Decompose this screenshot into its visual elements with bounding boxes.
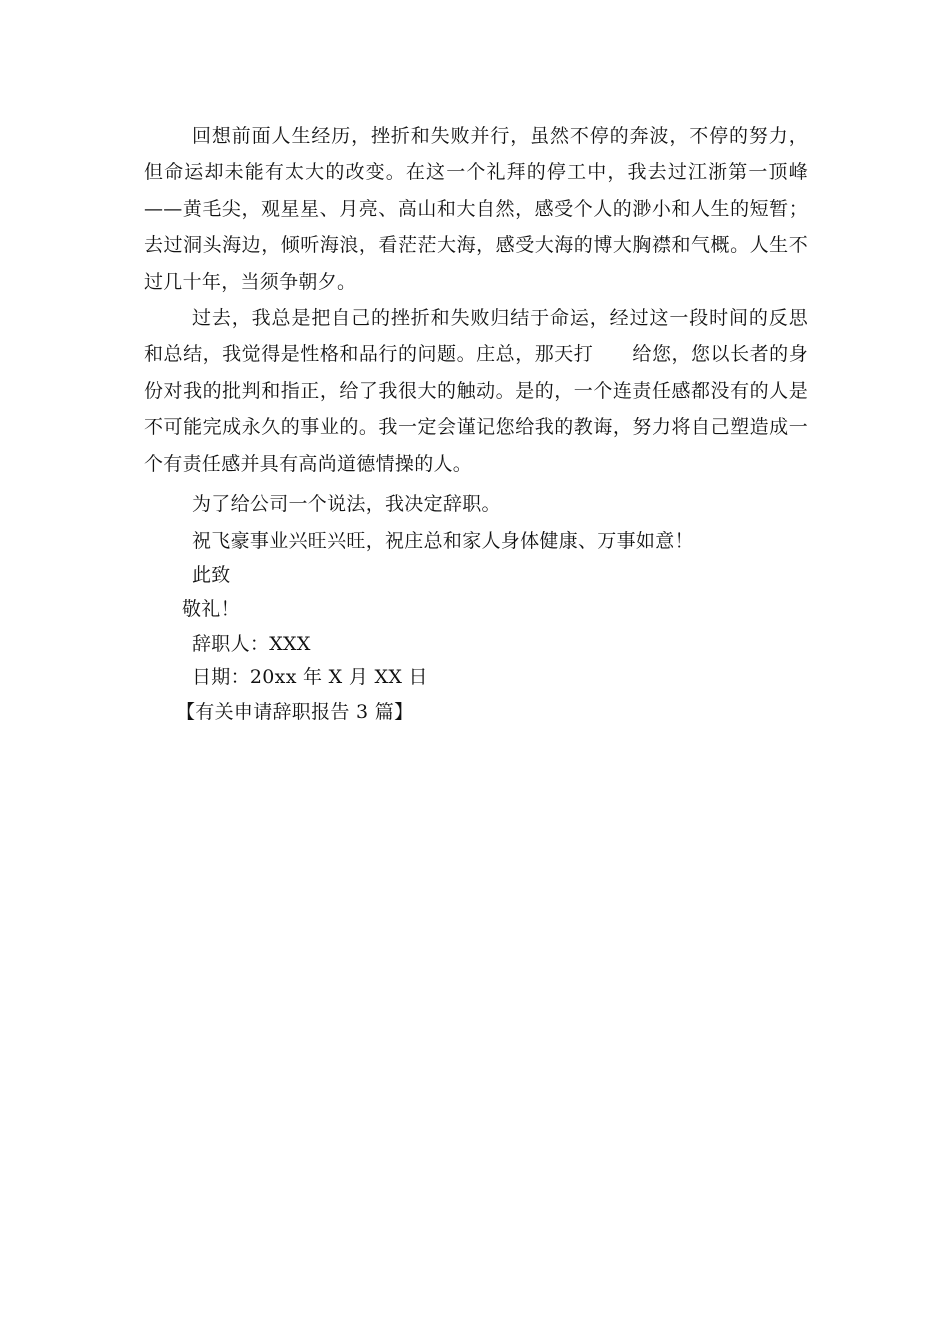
wish-line: 祝飞豪事业兴旺兴旺，祝庄总和家人身体健康、万事如意！: [192, 530, 694, 552]
decision-line: 为了给公司一个说法，我决定辞职。: [192, 493, 501, 515]
paragraph-self-criticism: 过去，我总是把自己的挫折和失败归结于命运，经过这一段时间的反思和总结，我觉得是性格和品行的问题。庄总，那天打 给您，您以长者的身份对我的批判和指正，给了我很大的触动。是的，一个连责任感都没有的人是不可能完成永久的事业的。我一定会谨记您给我的教诲，努力将自己塑造成一个有责任感并具有高尚道德情操的人。: [144, 307, 808, 475]
paragraph-reflection: 回想前面人生经历，挫折和失败并行，虽然不停的奔波，不停的努力，但命运却未能有太大的改变。在这一个礼拜的停工中，我去过江浙第一顶峰——黄毛尖，观星星、月亮、高山和大自然，感受个人的渺小和人生的短暂；去过洞头海边，倾听海浪，看茫茫大海，感受大海的博大胸襟和气概。人生不过几十年，当须争朝夕。: [144, 125, 808, 293]
body-text: [144, 118, 808, 482]
closing-salutation: 此致: [192, 564, 231, 586]
closing-regards: 敬礼！: [182, 598, 240, 620]
footer-title: 【有关申请辞职报告 3 篇】: [176, 701, 414, 723]
signer-line: 辞职人：XXX: [192, 633, 311, 655]
date-line: 日期：20xx 年 X 月 XX 日: [192, 666, 428, 688]
